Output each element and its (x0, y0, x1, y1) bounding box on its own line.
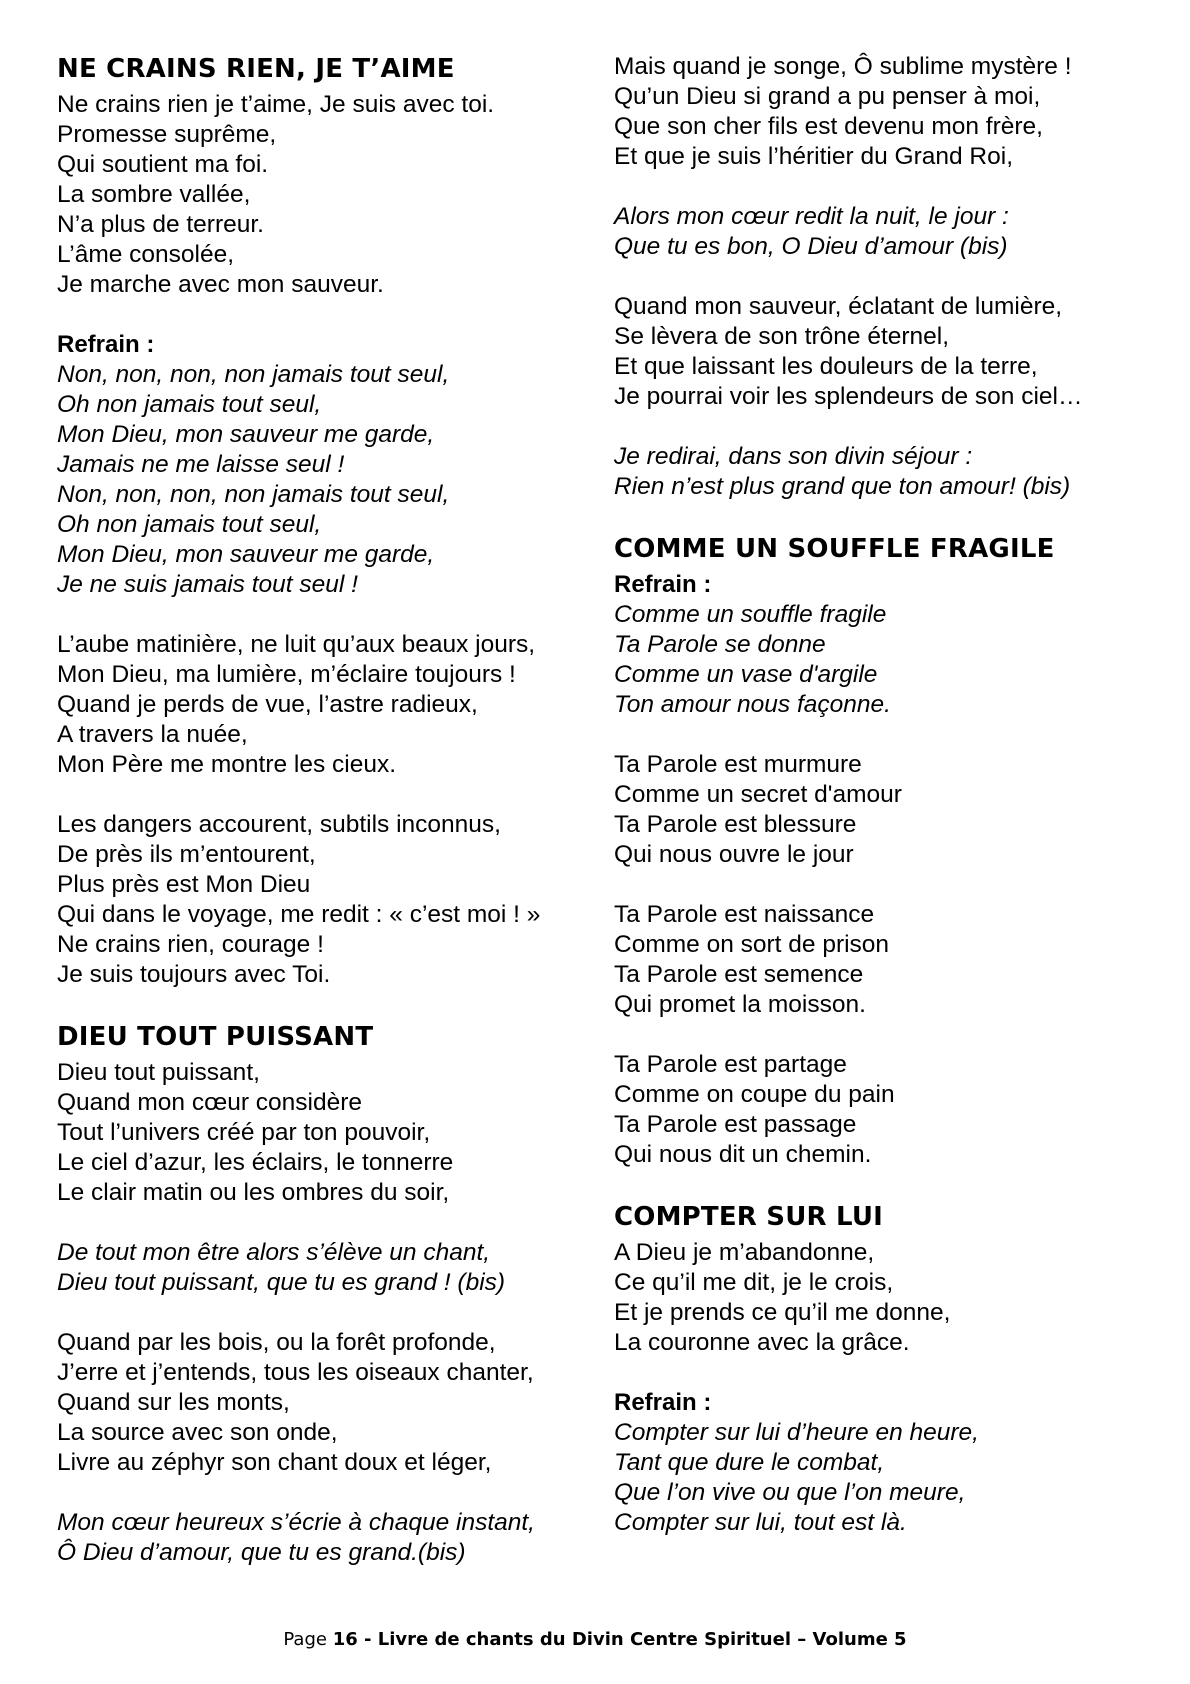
lyric-line: Ta Parole est passage (614, 1111, 857, 1138)
lyric-line: Qu’un Dieu si grand a pu penser à moi, (614, 83, 1041, 110)
lyric-line: Je redirai, dans son divin séjour : (614, 443, 973, 470)
lyric-line: Que son cher fils est devenu mon frère, (614, 113, 1043, 140)
lyric-line: Qui nous ouvre le jour (614, 841, 854, 868)
footer-prefix: Page (283, 1629, 333, 1650)
lyric-line: Je suis toujours avec Toi. (57, 961, 331, 988)
lyric-line: Se lèvera de son trône éternel, (614, 323, 950, 350)
refrain-stanza (57, 360, 577, 600)
lyric-line: Ta Parole se donne (614, 631, 826, 658)
lyric-line: Ta Parole est naissance (614, 901, 875, 928)
lyric-line: N’a plus de terreur. (57, 211, 264, 238)
lyric-line: Mais quand je songe, Ô sublime mystère ! (614, 53, 1072, 80)
page-number: 16 (332, 1629, 358, 1650)
lyric-line: La source avec son onde, (57, 1419, 338, 1446)
lyric-line: Dieu tout puissant, que tu es grand ! (bis) (57, 1269, 506, 1296)
lyric-line: Comme un souffle fragile (614, 601, 887, 628)
lyric-line: Rien n’est plus grand que ton amour! (bis) (614, 473, 1071, 500)
chorus-stanza (57, 1238, 577, 1298)
lyric-line: Ne crains rien, courage ! (57, 931, 324, 958)
song-title-ne-crains-rien: NE CRAINS RIEN, JE T’AIME (57, 54, 455, 84)
refrain-stanza (614, 1418, 1154, 1538)
lyric-line: Qui soutient ma foi. (57, 151, 269, 178)
lyric-line: Qui dans le voyage, me redit : « c’est moi ! » (57, 901, 541, 928)
lyric-line: Livre au zéphyr son chant doux et léger, (57, 1449, 492, 1476)
lyric-line: Ta Parole est murmure (614, 751, 862, 778)
song-title-dieu-tout-puissant: DIEU TOUT PUISSANT (57, 1022, 374, 1052)
stanza (614, 292, 1154, 412)
lyric-line: Je pourrai voir les splendeurs de son ciel… (614, 383, 1083, 410)
lyric-line: Quand sur les monts, (57, 1389, 290, 1416)
lyric-line: L’âme consolée, (57, 241, 235, 268)
left-column (57, 52, 577, 1568)
book-title: - Livre de chants du Divin Centre Spirituel – Volume 5 (357, 1629, 907, 1650)
chorus-stanza (614, 442, 1154, 502)
refrain-label: Refrain : (57, 331, 155, 358)
lyric-line: Qui promet la moisson. (614, 991, 866, 1018)
lyric-line: Que l’on vive ou que l’on meure, (614, 1479, 966, 1506)
stanza (614, 52, 1154, 172)
lyric-line: Oh non jamais tout seul, (57, 391, 322, 418)
lyric-line: Tout l’univers créé par ton pouvoir, (57, 1119, 431, 1146)
lyric-line: La couronne avec la grâce. (614, 1329, 910, 1356)
stanza (57, 1058, 577, 1208)
page-footer (0, 1629, 1190, 1650)
refrain-stanza (614, 600, 1154, 720)
lyric-line: Mon Dieu, mon sauveur me garde, (57, 421, 435, 448)
lyric-line: De tout mon être alors s’élève un chant, (57, 1239, 491, 1266)
lyric-line: Alors mon cœur redit la nuit, le jour : (614, 203, 1009, 230)
lyric-line: Ton amour nous façonne. (614, 691, 891, 718)
lyric-line: A Dieu je m’abandonne, (614, 1239, 875, 1266)
refrain-label: Refrain : (614, 1389, 712, 1416)
lyric-line: Promesse suprême, (57, 121, 277, 148)
lyric-line: Compter sur lui d’heure en heure, (614, 1419, 979, 1446)
lyric-line: Que tu es bon, O Dieu d’amour (bis) (614, 233, 1008, 260)
lyric-line: Mon Dieu, ma lumière, m’éclaire toujours ! (57, 661, 516, 688)
lyric-line: Ne crains rien je t’aime, Je suis avec toi. (57, 91, 495, 118)
song-title-comme-un-souffle: COMME UN SOUFFLE FRAGILE (614, 534, 1055, 564)
lyric-line: Et que je suis l’héritier du Grand Roi, (614, 143, 1013, 170)
lyric-line: Quand mon sauveur, éclatant de lumière, (614, 293, 1063, 320)
chorus-stanza (614, 202, 1154, 262)
lyric-line: Ta Parole est partage (614, 1051, 847, 1078)
lyric-line: A travers la nuée, (57, 721, 248, 748)
lyric-line: Mon cœur heureux s’écrie à chaque instant, (57, 1509, 535, 1536)
lyric-line: Compter sur lui, tout est là. (614, 1509, 907, 1536)
lyric-line: Comme un vase d'argile (614, 661, 878, 688)
lyric-line: Le ciel d’azur, les éclairs, le tonnerre (57, 1149, 454, 1176)
lyric-line: Plus près est Mon Dieu (57, 871, 311, 898)
lyric-line: Mon Père me montre les cieux. (57, 751, 397, 778)
stanza (57, 810, 577, 990)
lyric-line: Comme on coupe du pain (614, 1081, 895, 1108)
stanza (614, 1238, 1154, 1358)
song-title-compter-sur-lui: COMPTER SUR LUI (614, 1202, 884, 1232)
lyric-line: Quand mon cœur considère (57, 1089, 363, 1116)
lyric-line: Ce qu’il me dit, je le crois, (614, 1269, 894, 1296)
lyric-line: Je marche avec mon sauveur. (57, 271, 384, 298)
stanza (57, 630, 577, 780)
lyric-line: Ta Parole est blessure (614, 811, 857, 838)
lyric-line: Dieu tout puissant, (57, 1059, 260, 1086)
lyric-line: De près ils m’entourent, (57, 841, 316, 868)
lyric-line: Oh non jamais tout seul, (57, 511, 322, 538)
lyric-line: Tant que dure le combat, (614, 1449, 885, 1476)
lyric-line: Les dangers accourent, subtils inconnus, (57, 811, 501, 838)
lyric-line: Jamais ne me laisse seul ! (57, 451, 345, 478)
lyric-line: J’erre et j’entends, tous les oiseaux chanter, (57, 1359, 534, 1386)
lyric-line: Je ne suis jamais tout seul ! (57, 571, 358, 598)
lyric-line: Comme un secret d'amour (614, 781, 902, 808)
chorus-stanza (57, 1508, 577, 1568)
right-column (614, 52, 1154, 1538)
lyric-line: Mon Dieu, mon sauveur me garde, (57, 541, 435, 568)
lyric-line: Et que laissant les douleurs de la terre, (614, 353, 1038, 380)
lyric-line: Comme on sort de prison (614, 931, 890, 958)
lyric-line: L’aube matinière, ne luit qu’aux beaux jours, (57, 631, 536, 658)
stanza (614, 1050, 1154, 1170)
stanza (57, 90, 577, 300)
lyric-line: Non, non, non, non jamais tout seul, (57, 481, 450, 508)
stanza (614, 750, 1154, 870)
lyric-line: Quand par les bois, ou la forêt profonde, (57, 1329, 496, 1356)
lyric-line: Quand je perds de vue, l’astre radieux, (57, 691, 478, 718)
lyric-line: Le clair matin ou les ombres du soir, (57, 1179, 450, 1206)
stanza (614, 900, 1154, 1020)
lyric-line: Et je prends ce qu’il me donne, (614, 1299, 951, 1326)
lyric-line: Ta Parole est semence (614, 961, 864, 988)
refrain-label: Refrain : (614, 571, 712, 598)
lyric-line: Qui nous dit un chemin. (614, 1141, 872, 1168)
lyric-line: Ô Dieu d’amour, que tu es grand.(bis) (57, 1539, 466, 1566)
stanza (57, 1328, 577, 1478)
lyric-line: Non, non, non, non jamais tout seul, (57, 361, 450, 388)
lyric-line: La sombre vallée, (57, 181, 251, 208)
